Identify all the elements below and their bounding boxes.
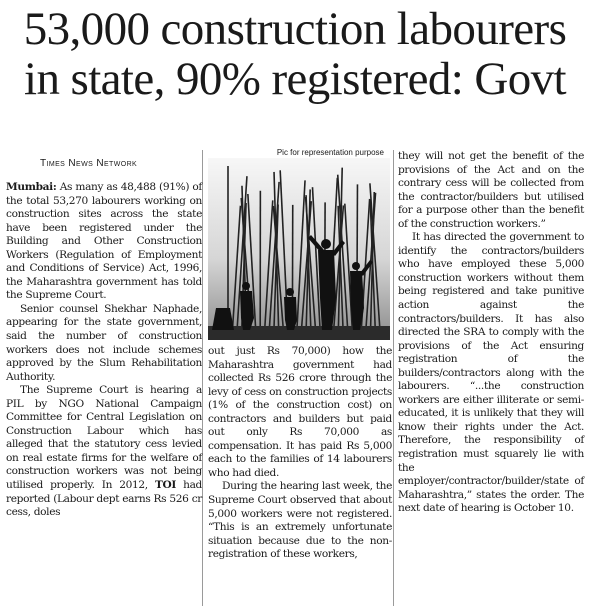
paragraph: Mumbai: As many as 48,488 (91%) of the total 53,270 labourers working on construction sites across the state have been registered under the Building and Other Construction Workers (Regulation of Employment and Conditions of Service) Act, 1996, the Maharashtra government has told the Supreme Court.	[6, 181, 202, 302]
paragraph: During the hearing last week, the Supreme Court observed that about 5,000 workers were not registered. “This is an extremely unfortunate situation because due to the non-registration of these workers,	[208, 480, 392, 561]
article-column-2	[208, 345, 392, 562]
article-column-1	[6, 181, 202, 520]
photo-caption: Pic for representation purpose	[276, 148, 384, 157]
construction-workers-photo	[208, 158, 390, 340]
paragraph: Senior counsel Shekhar Naphade, appearing for the state government, said the number of construction workers does not include schemes approved by the Slum Rehabilitation Authority.	[6, 302, 202, 383]
paragraph: they will not get the benefit of the provisions of the Act and on the contrary cess will be collected from the contractor/builders but utilised for a purpose other than the benefit of the construction workers.”	[398, 150, 584, 230]
article-column-3	[398, 150, 584, 516]
paragraph: It has directed the government to identify the contractors/builders who have employed these 5,000 construction workers without them being registered and take punitive action against the contractors/builders. It has also directed the SRA to comply with the provisions of the Act ensuring registration of the builders/contractors along with the labourers. “...the construction workers are either illiterate or semi-educated, it is unlikely that they will know their rights under the Act. Therefore, the responsibility of registration must squarely lie with the employer/contractor/builder/state of Maharashtra,” states the order. The next date of hearing is October 10.	[398, 231, 584, 515]
toi-mark: TOI	[154, 479, 176, 492]
byline: Times News Network	[40, 158, 138, 169]
headline-line-2: in state, 90% registered: Govt	[24, 53, 566, 105]
column-rule-left	[202, 150, 203, 606]
paragraph: The Supreme Court is hearing a PIL by NGO National Campaign Committee for Central Legislation on Construction Labour which has alleged that the statutory cess levied on real estate firms for the welfare of construction workers was not being utilised properly. In 2012, TOI had reported (Labour dept earns Rs 526 cr cess, doles	[6, 384, 202, 519]
headline	[6, 4, 584, 104]
column-rule-right	[393, 150, 394, 606]
headline-line-1: 53,000 construction labourers	[23, 3, 567, 55]
paragraph: out just Rs 70,000) how the Maharashtra government had collected Rs 526 crore through the levy of cess on construction projects (1% of the construction cost) on contractors and builders but paid out only Rs 70,000 as compensation. It has paid Rs 5,000 each to the families of 14 labourers who had died.	[208, 345, 392, 479]
photo-illustration	[208, 158, 390, 340]
dateline: Mumbai:	[6, 181, 57, 193]
